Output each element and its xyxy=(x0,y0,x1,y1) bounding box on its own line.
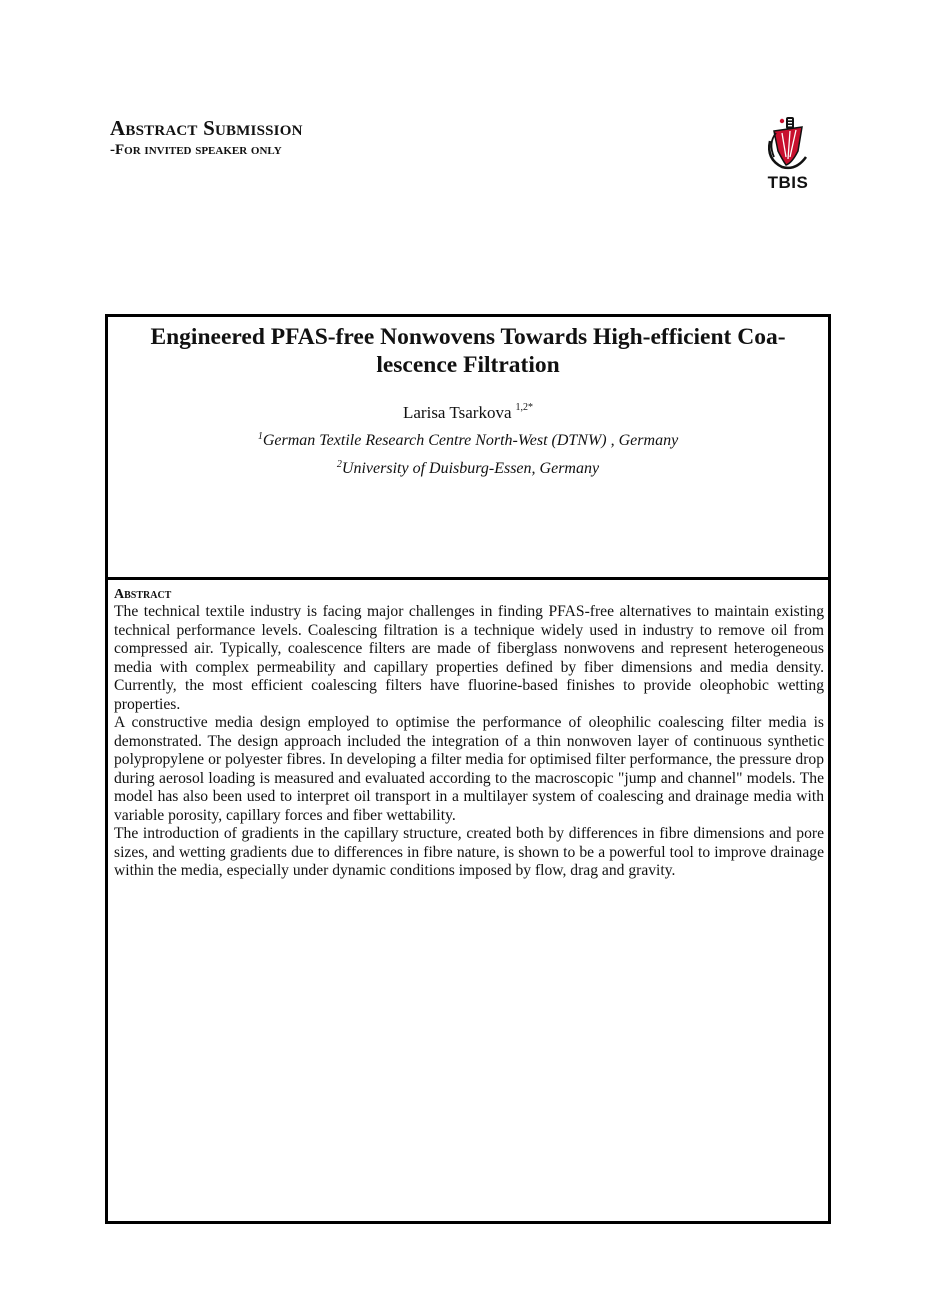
affiliation-2-number: 2 xyxy=(336,459,342,470)
tbis-logo-text: TBIS xyxy=(767,173,809,192)
tbis-logo xyxy=(752,113,824,195)
submission-title: Abstract Submission xyxy=(110,116,303,140)
affiliation-1 xyxy=(108,427,828,451)
tbis-logo-icon xyxy=(752,113,824,173)
abstract-paragraph-2: A constructive media design employed to optimise the performance of oleophilic coalescing filter media is demonstrated. The design approach included the integration of a thin nonwoven layer of continuous synthetic polypropylene or polyester fibres. In developing a filter media for optimised filter performance, the pressure drop during aerosol loading is measured and evaluated according to the macroscopic "jump and channel" models. The model has also been used to interpret oil transport in a multilayer system of coalescing and drainage media with variable porosity, capillary forces and fiber wettability. xyxy=(114,714,824,824)
affiliation-1-number: 1 xyxy=(257,431,263,442)
affiliation-1-text: German Textile Research Centre North-West (DTNW) , Germany xyxy=(262,432,679,449)
author-affiliation-marks: 1,2* xyxy=(515,402,533,413)
title-box xyxy=(105,314,831,580)
submission-header xyxy=(110,117,303,159)
abstract-paragraph-1: The technical textile industry is facing major challenges in finding PFAS-free alternatives to maintain existing technical performance levels. Coalescing filtration is a technique widely used in industry to remove oil from compressed air. Typically, coalescence filters are made of fiberglass nonwovens and represent heterogeneous media with complex permeability and capillary properties defined by fiber dimensions and media density. Currently, the most efficient coalescing filters have fluorine-based finishes to provide oleophobic wetting properties. xyxy=(114,603,824,713)
abstract-paragraph-3: The introduction of gradients in the capillary structure, created both by differences in fibre dimensions and pore sizes, and wetting gradients due to differences in fibre nature, is shown to be a powerful tool to improve drainage within the media, especially under dynamic conditions imposed by flow, drag and gravity. xyxy=(114,825,824,879)
abstract-body xyxy=(114,603,824,881)
abstract-box xyxy=(105,577,831,1224)
affiliation-2-text: University of Duisburg-Essen, Germany xyxy=(341,460,600,477)
affiliation-2 xyxy=(108,455,828,479)
submission-subtitle: -For invited speaker only xyxy=(110,142,282,158)
author-line xyxy=(108,397,828,424)
author-name: Larisa Tsarkova xyxy=(403,403,512,422)
paper-title: Engineered PFAS-free Nonwovens Towards High-efficient Coa-lescence Filtration xyxy=(150,324,786,378)
abstract-heading: Abstract xyxy=(114,587,172,602)
